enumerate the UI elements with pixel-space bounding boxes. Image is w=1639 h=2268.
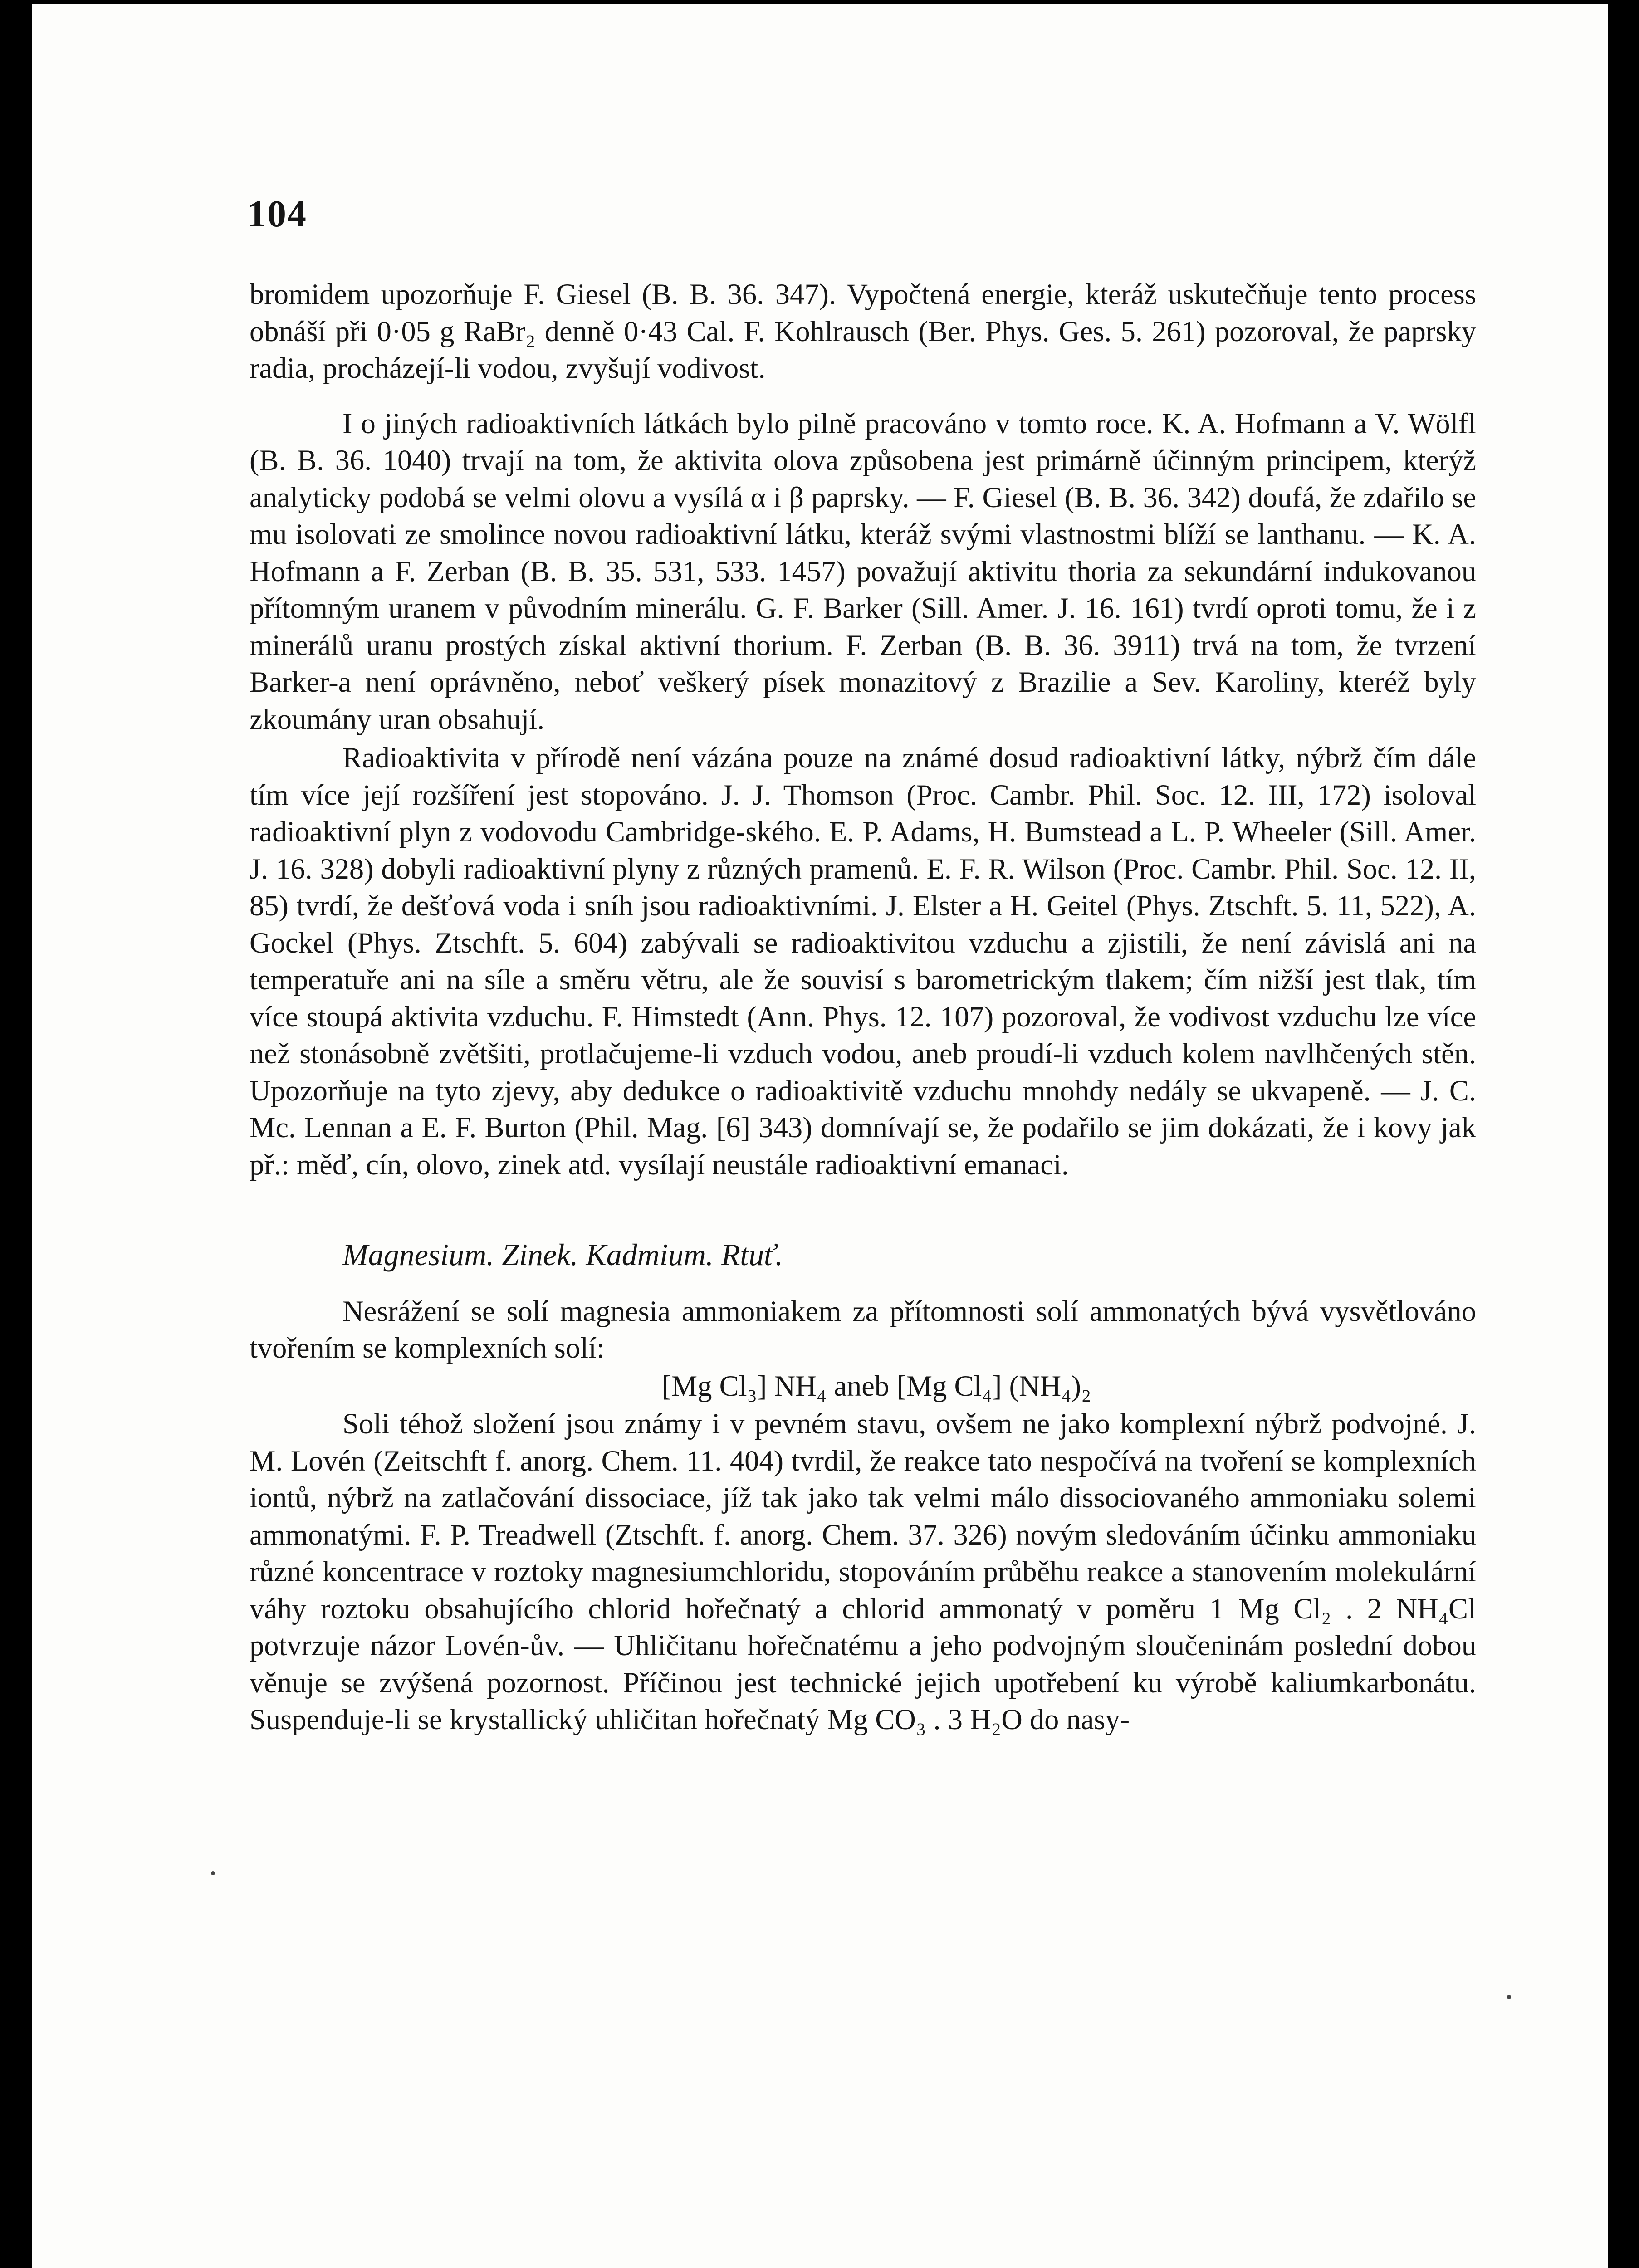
text-column bbox=[250, 276, 1476, 1738]
section-heading: Magnesium. Zinek. Kadmium. Rtuť. bbox=[342, 1237, 783, 1272]
page-number: 104 bbox=[247, 193, 307, 235]
paragraph-magnesium-salts: Nesrážení se solí magnesia ammoniakem za přítomnosti solí ammonatých bývá vysvětlováno tvořením se komplexních solí: bbox=[250, 1295, 1476, 1364]
margin-speck bbox=[211, 1871, 215, 1875]
margin-speck bbox=[1507, 1995, 1511, 1999]
paragraph-radium-energy: bromidem upozorňuje F. Giesel (B. B. 36. 347). Vypočtená energie, kteráž uskutečňuje tento process obnáší při 0·05 g RaBr₂ denně 0·43 Cal. F. Kohlrausch (Ber. Phys. Ges. 5. 261) pozoroval, že paprsky radia, procházejí-li vodou, zvyšují vodivost. bbox=[250, 278, 1476, 384]
paragraph-radioactive-substances: I o jiných radioaktivních látkách bylo pilně pracováno v tomto roce. K. A. Hofmann a V. Wölfl (B. B. 36. 1040) trvají na tom, že aktivita olova způsobena jest primárně účinným principem, kterýž analyticky podobá se velmi olovu a vysílá α i β paprsky. — F. Giesel (B. B. 36. 342) doufá, že zdařilo se mu isolovati ze smolince novou radioaktivní látku, kteráž svými vlastnostmi blíží se lanthanu. — K. A. Hofmann a F. Zerban (B. B. 35. 531, 533. 1457) považují aktivitu thoria za sekundární indukovanou přítomným uranem v původním minerálu. G. F. Barker (Sill. Amer. J. 16. 161) tvrdí oproti tomu, že i z minerálů uranu prostých získal aktivní thorium. F. Zerban (B. B. 36. 3911) trvá na tom, že tvrzení Barker-a není oprávněno, neboť veškerý písek monazitový z Brazilie a Sev. Karoliny, kteréž byly zkoumány uran obsahují. bbox=[250, 407, 1476, 735]
paragraph-complex-salts: Soli téhož složení jsou známy i v pevném stavu, ovšem ne jako komplexní nýbrž podvojné. J. M. Lovén (Zeitschft f. anorg. Chem. 11. 404) tvrdil, že reakce tato nespočívá na tvoření se komplexních iontů, nýbrž na zatlačování dissociace, jíž tak jako tak velmi málo dissociovaného ammoniaku solemi ammonatými. F. P. Treadwell (Ztschft. f. anorg. Chem. 37. 326) novým sledováním účinku ammoniaku různé koncentrace v roztoky magnesiumchloridu, stopováním průběhu reakce a stanovením molekulární váhy roztoku obsahujícího chlorid hořečnatý a chlorid ammonatý v poměru 1 Mg Cl₂ . 2 NH₄Cl potvrzuje názor Lovén-ův. — Uhličitanu hořečnatému a jeho podvojným sloučeninám poslední dobou věnuje se zvýšená pozornost. Příčinou jest technické jejich upotřebení ku výrobě kaliumkarbonátu. Suspenduje-li se krystallický uhličitan hořečnatý Mg CO₃ . 3 H₂O do nasy- bbox=[250, 1408, 1476, 1735]
chemical-formula: [Mg Cl₃] NH₄ aneb [Mg Cl₄] (NH₄)₂ bbox=[661, 1369, 1091, 1402]
paragraph-natural-radioactivity: Radioaktivita v přírodě není vázána pouze na známé dosud radioaktivní látky, nýbrž čím dále tím více její rozšíření jest stopováno. J. J. Thomson (Proc. Cambr. Phil. Soc. 12. III, 172) isoloval radioaktivní plyn z vodovodu Cambridge-ského. E. P. Adams, H. Bumstead a L. P. Wheeler (Sill. Amer. J. 16. 328) dobyli radioaktivní plyny z různých pramenů. E. F. R. Wilson (Proc. Cambr. Phil. Soc. 12. II, 85) tvrdí, že dešťová voda i sníh jsou radioaktivními. J. Elster a H. Geitel (Phys. Ztschft. 5. 11, 522), A. Gockel (Phys. Ztschft. 5. 604) zabývali se radioaktivitou vzduchu a zjistili, že není závislá ani na temperatuře ani na síle a směru větru, ale že souvisí s barometrickým tlakem; čím nižší jest tlak, tím více stoupá aktivita vzduchu. F. Himstedt (Ann. Phys. 12. 107) pozoroval, že vodivost vzduchu lze více než stonásobně zvětšiti, protlačujeme-li vzduch vodou, aneb proudí-li vzduch kolem navlhčených stěn. Upozorňuje na tyto zjevy, aby dedukce o radioaktivitě vzduchu mnohdy nedály se ukvapeně. — J. C. Mc. Lennan a E. F. Burton (Phil. Mag. [6] 343) domnívají se, že podařilo se jim dokázati, že i kovy jak př.: měď, cín, olovo, zinek atd. vysílají neustále radioaktivní emanaci. bbox=[250, 742, 1476, 1181]
page bbox=[32, 4, 1608, 2268]
